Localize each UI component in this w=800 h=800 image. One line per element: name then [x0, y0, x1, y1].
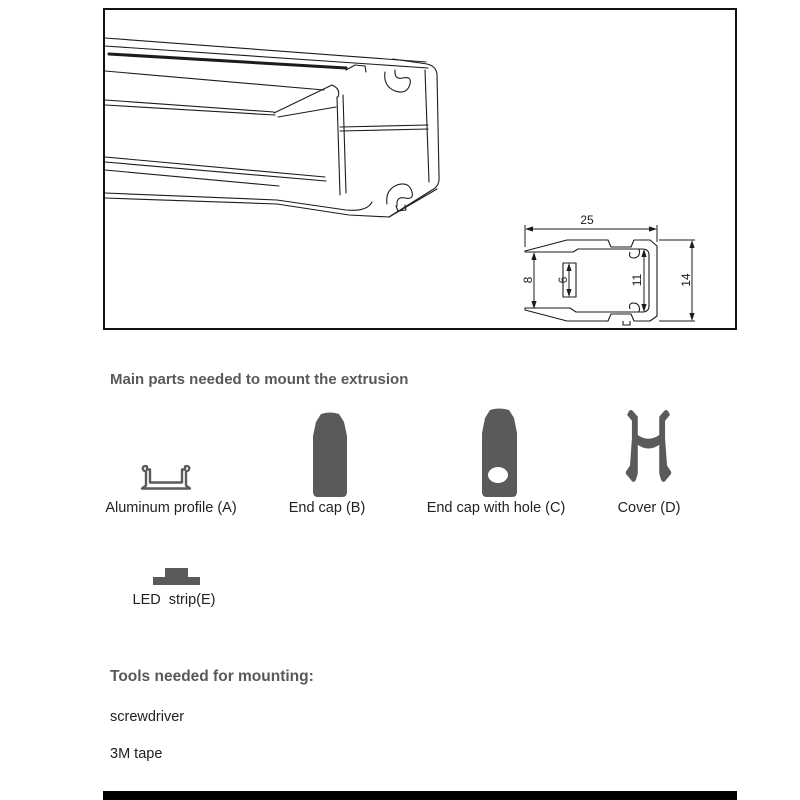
part-label-led-strip: LED strip(E) [132, 592, 216, 608]
dim-opening-8: 8 [521, 276, 535, 284]
cover-icon [624, 409, 673, 487]
bottom-divider-bar [103, 791, 737, 800]
parts-heading: Main parts needed to mount the extrusion [110, 371, 409, 388]
aluminum-profile-icon [138, 462, 194, 493]
part-label-cover: Cover (D) [617, 500, 681, 516]
part-label-end-cap: End cap (B) [288, 500, 366, 516]
part-label-end-cap-with-hole: End cap with hole (C) [426, 500, 566, 516]
tool-item-screwdriver: screwdriver [110, 709, 185, 725]
part-label-aluminum-profile: Aluminum profile (A) [105, 500, 237, 516]
dimension-labels [521, 213, 693, 287]
dim-width-25: 25 [580, 213, 594, 227]
dim-inner-11: 11 [630, 273, 644, 287]
isometric-view [105, 38, 439, 217]
dimension-lines [525, 225, 695, 321]
extrusion-drawing [105, 10, 735, 328]
dim-slot-6: 6 [556, 276, 570, 284]
led-strip-icon [153, 568, 200, 585]
end-cap-icon [308, 412, 352, 498]
tools-heading: Tools needed for mounting: [110, 668, 314, 685]
technical-drawing-panel [103, 8, 737, 330]
tool-item-3m-tape: 3M tape [110, 746, 163, 762]
end-cap-with-hole-icon [477, 408, 522, 498]
dim-height-14: 14 [679, 273, 693, 287]
dimension-arrows [525, 226, 695, 321]
end-cap-hole [488, 467, 508, 483]
